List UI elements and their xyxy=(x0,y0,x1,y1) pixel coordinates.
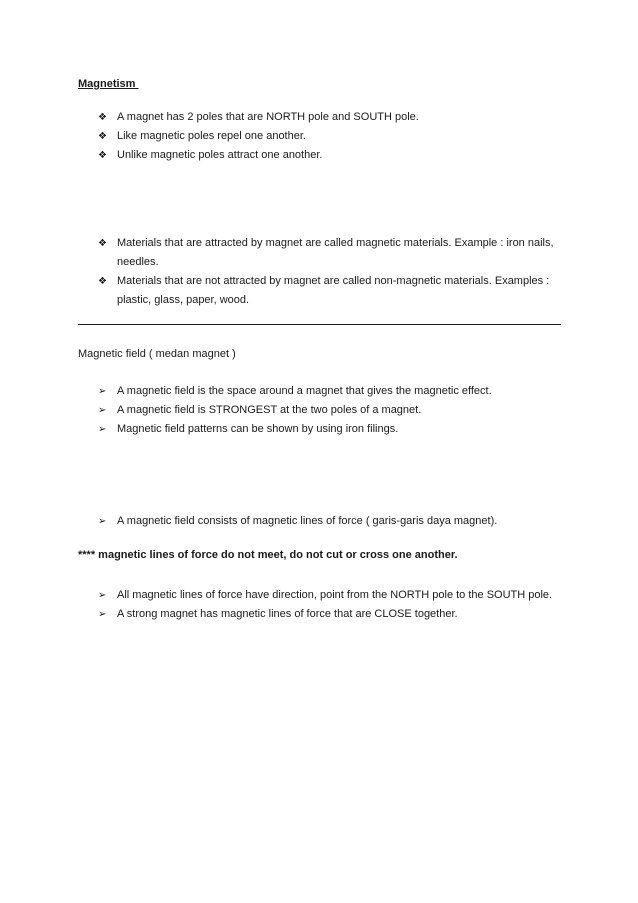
diamond-bullet-icon: ❖ xyxy=(98,131,107,142)
list-item xyxy=(98,108,560,127)
page-title: Magnetism xyxy=(78,78,139,90)
list-item xyxy=(98,401,560,420)
section-heading: Magnetic field ( medan magnet ) xyxy=(78,348,236,360)
magnet-poles-list xyxy=(98,108,560,165)
diamond-bullet-icon: ❖ xyxy=(98,150,107,161)
list-item-text: A magnet has 2 poles that are NORTH pole and SOUTH pole. xyxy=(117,111,419,123)
diamond-bullet-icon: ❖ xyxy=(98,238,107,249)
list-item-text: Unlike magnetic poles attract one another. xyxy=(117,149,323,161)
arrow-bullet-icon: ➢ xyxy=(98,516,107,527)
list-item xyxy=(98,512,560,531)
list-item-text: Materials that are not attracted by magnet are called non-magnetic materials. Examples : plastic, glass, paper, wood. xyxy=(117,275,550,306)
bold-note: **** magnetic lines of force do not meet, do not cut or cross one another. xyxy=(78,549,458,561)
list-item-text: Materials that are attracted by magnet are called magnetic materials. Example : iron nails, needles. xyxy=(117,237,554,268)
magnetic-materials-list xyxy=(98,234,560,310)
list-item-text: A strong magnet has magnetic lines of force that are CLOSE together. xyxy=(117,608,458,620)
arrow-bullet-icon: ➢ xyxy=(98,590,107,601)
list-item-text: All magnetic lines of force have direction, point from the NORTH pole to the SOUTH pole. xyxy=(117,589,553,601)
list-item xyxy=(98,586,560,605)
list-item-text: A magnetic field is STRONGEST at the two poles of a magnet. xyxy=(117,404,422,416)
magnetic-field-list xyxy=(98,382,560,439)
arrow-bullet-icon: ➢ xyxy=(98,386,107,397)
list-item xyxy=(98,605,560,624)
section-divider xyxy=(78,324,561,325)
diamond-bullet-icon: ❖ xyxy=(98,112,107,123)
list-item xyxy=(98,382,560,401)
list-item-text: A magnetic field is the space around a magnet that gives the magnetic effect. xyxy=(117,385,492,397)
list-item-text: A magnetic field consists of magnetic lines of force ( garis-garis daya magnet). xyxy=(117,515,498,527)
list-item xyxy=(98,127,560,146)
list-item xyxy=(98,420,560,439)
lines-of-force-list xyxy=(98,512,560,531)
list-item-text: Magnetic field patterns can be shown by using iron filings. xyxy=(117,423,399,435)
list-item xyxy=(98,272,560,310)
lines-direction-list xyxy=(98,586,560,624)
arrow-bullet-icon: ➢ xyxy=(98,609,107,620)
arrow-bullet-icon: ➢ xyxy=(98,424,107,435)
list-item-text: Like magnetic poles repel one another. xyxy=(117,130,306,142)
arrow-bullet-icon: ➢ xyxy=(98,405,107,416)
list-item xyxy=(98,234,560,272)
list-item xyxy=(98,146,560,165)
diamond-bullet-icon: ❖ xyxy=(98,276,107,287)
